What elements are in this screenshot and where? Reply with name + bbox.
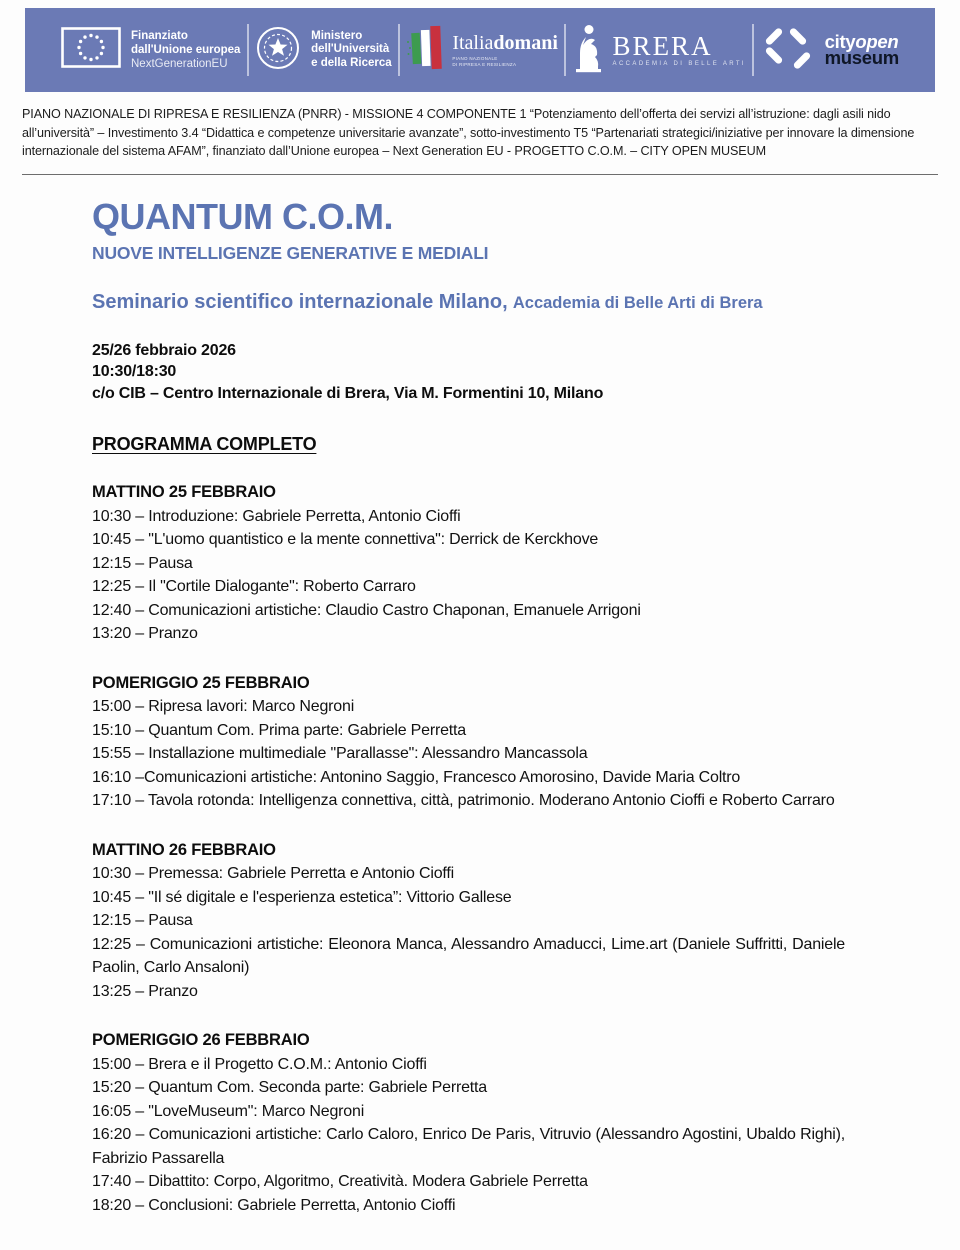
com-open: open — [855, 30, 899, 52]
banner-separator — [398, 24, 400, 76]
program-item: 15:00 – Brera e il Progetto C.O.M.: Antonio Cioffi — [92, 1055, 427, 1073]
eu-funding-line3: NextGenerationEU — [131, 58, 228, 70]
seminar-line — [92, 291, 845, 314]
pnrr-disclaimer: PIANO NAZIONALE DI RIPRESA E RESILIENZA (PNRR) - MISSIONE 4 COMPONENTE 1 “Potenziamento dell’offerta dei servizi all’istruzione: dagli asili nido all’università” – Investimento 3.4 “Didattica e competenze universitarie avanzate”, sotto-investimento T5 “Partenariati strategici/iniziative per innovare la dimensione internazionale del sistema AFAM”, finanziato dall’Unione europea – Next Generation EU - PROGETTO C.O.M. – CITY OPEN MUSEUM — [22, 107, 915, 159]
program-item: 17:40 – Dibattito: Corpo, Algoritmo, Creatività. Modera Gabriele Perretta — [92, 1173, 588, 1191]
program-content — [92, 196, 845, 1218]
eu-funding-line1: Finanziato — [131, 30, 188, 42]
program-item: 10:45 – "L'uomo quantistico e la mente connettiva": Derrick de Kerckhove — [92, 531, 599, 549]
program-item: 12:25 – Comunicazioni artistiche: Eleonora Manca, Alessandro Amaducci, Lime.art (Daniele Suffritti, Daniele Paolin, Carlo Ansaloni) — [92, 935, 845, 977]
section-heading: POMERIGGIO 25 FEBBRAIO — [92, 673, 310, 692]
city-open-museum-logo — [761, 23, 899, 78]
ministero-line1: Ministero — [311, 29, 363, 42]
program-item: 12:15 – Pausa — [92, 554, 193, 572]
program-item: 12:25 – Il "Cortile Dialogante": Roberto Carraro — [92, 578, 416, 596]
program-heading: PROGRAMMA COMPLETO — [92, 434, 317, 455]
program-item: 16:05 – "LoveMuseum": Marco Negroni — [92, 1102, 365, 1120]
ministero-universita-logo — [255, 25, 392, 76]
section-mattino-26 — [92, 839, 845, 1004]
ministero-emblem-icon — [255, 25, 301, 76]
event-time: 10:30/18:30 — [92, 363, 177, 381]
program-item: 10:30 – Premessa: Gabriele Perretta e Antonio Cioffi — [92, 865, 454, 883]
italiadomani-subtitle: PIANO NAZIONALE DI RIPRESA E RESILIENZA — [452, 56, 517, 67]
eu-funding-logo — [61, 27, 240, 73]
program-item: 12:15 – Pausa — [92, 912, 193, 930]
program-item: 13:25 – Pranzo — [92, 982, 198, 1000]
section-heading: POMERIGGIO 26 FEBBRAIO — [92, 1031, 310, 1050]
banner-separator — [752, 24, 754, 76]
section-heading: MATTINO 26 FEBBRAIO — [92, 840, 276, 859]
open-diamond-icon — [761, 23, 815, 78]
italiadomani-logo — [406, 24, 558, 77]
program-item: 18:20 – Conclusioni: Gabriele Perretta, Antonio Cioffi — [92, 1196, 456, 1214]
program-item: 15:55 – Installazione multimediale "Parallasse": Alessandro Mancassola — [92, 745, 588, 763]
seminar-secondary: Accademia di Belle Arti di Brera — [512, 293, 763, 312]
page-title: QUANTUM C.O.M. — [92, 195, 393, 237]
program-item: 15:10 – Quantum Com. Prima parte: Gabriele Perretta — [92, 721, 466, 739]
eu-funding-line2: dall'Unione europea — [131, 44, 241, 56]
program-item: 15:20 – Quantum Com. Seconda parte: Gabriele Perretta — [92, 1079, 487, 1097]
section-heading: MATTINO 25 FEBBRAIO — [92, 483, 276, 502]
italia-flag-icon — [406, 24, 442, 77]
section-pomeriggio-26 — [92, 1029, 845, 1217]
banner-separator — [564, 24, 566, 76]
page-subtitle: NUOVE INTELLIGENZE GENERATIVE E MEDIALI — [92, 242, 489, 263]
event-date: 25/26 febbraio 2026 — [92, 341, 236, 359]
event-venue: c/o CIB – Centro Internazionale di Brera, Via M. Formentini 10, Milano — [92, 384, 604, 402]
brera-subtitle: ACCADEMIA DI BELLE ARTI — [612, 61, 746, 67]
italiadomani-title: Italiadomani — [452, 32, 558, 54]
ministero-line3: e della Ricerca — [311, 56, 392, 69]
divider-line — [22, 174, 938, 175]
banner-separator — [247, 24, 249, 76]
city-open-museum-wordmark — [824, 30, 899, 68]
brera-academy-logo — [573, 23, 746, 78]
program-item: 16:10 –Comunicazioni artistiche: Antonino Saggio, Francesco Amorosino, Davide Maria Coltro — [92, 768, 741, 786]
program-item: 17:10 – Tavola rotonda: Intelligenza connettiva, città, patrimonio. Moderano Antonio Cioffi e Roberto Carraro — [92, 792, 835, 810]
brera-statue-icon — [573, 23, 603, 78]
program-item: 15:00 – Ripresa lavori: Marco Negroni — [92, 698, 355, 716]
com-city: city — [824, 30, 856, 52]
program-item: 16:20 – Comunicazioni artistiche: Carlo Caloro, Enrico De Paris, Vitruvio (Alessandro Agostini, Ubaldo Righi), Fabrizio Passarella — [92, 1126, 845, 1167]
program-item: 13:20 – Pranzo — [92, 625, 198, 643]
ministero-line2: dell'Università — [311, 43, 390, 56]
section-mattino-25 — [92, 481, 845, 646]
program-item: 10:45 – "Il sé digitale e l'esperienza estetica”: Vittorio Gallese — [92, 888, 512, 906]
section-pomeriggio-25 — [92, 672, 845, 813]
program-item: 10:30 – Introduzione: Gabriele Perretta, Antonio Cioffi — [92, 507, 461, 525]
eu-flag-icon — [61, 27, 121, 73]
program-item: 12:40 – Comunicazioni artistiche: Claudio Castro Chaponan, Emanuele Arrigoni — [92, 601, 641, 619]
seminar-main: Seminario scientifico internazionale Milano, — [92, 290, 508, 313]
brera-title: BRERA — [612, 31, 713, 61]
com-museum: museum — [824, 47, 899, 68]
partner-logo-banner — [25, 8, 935, 92]
event-info — [92, 340, 845, 405]
